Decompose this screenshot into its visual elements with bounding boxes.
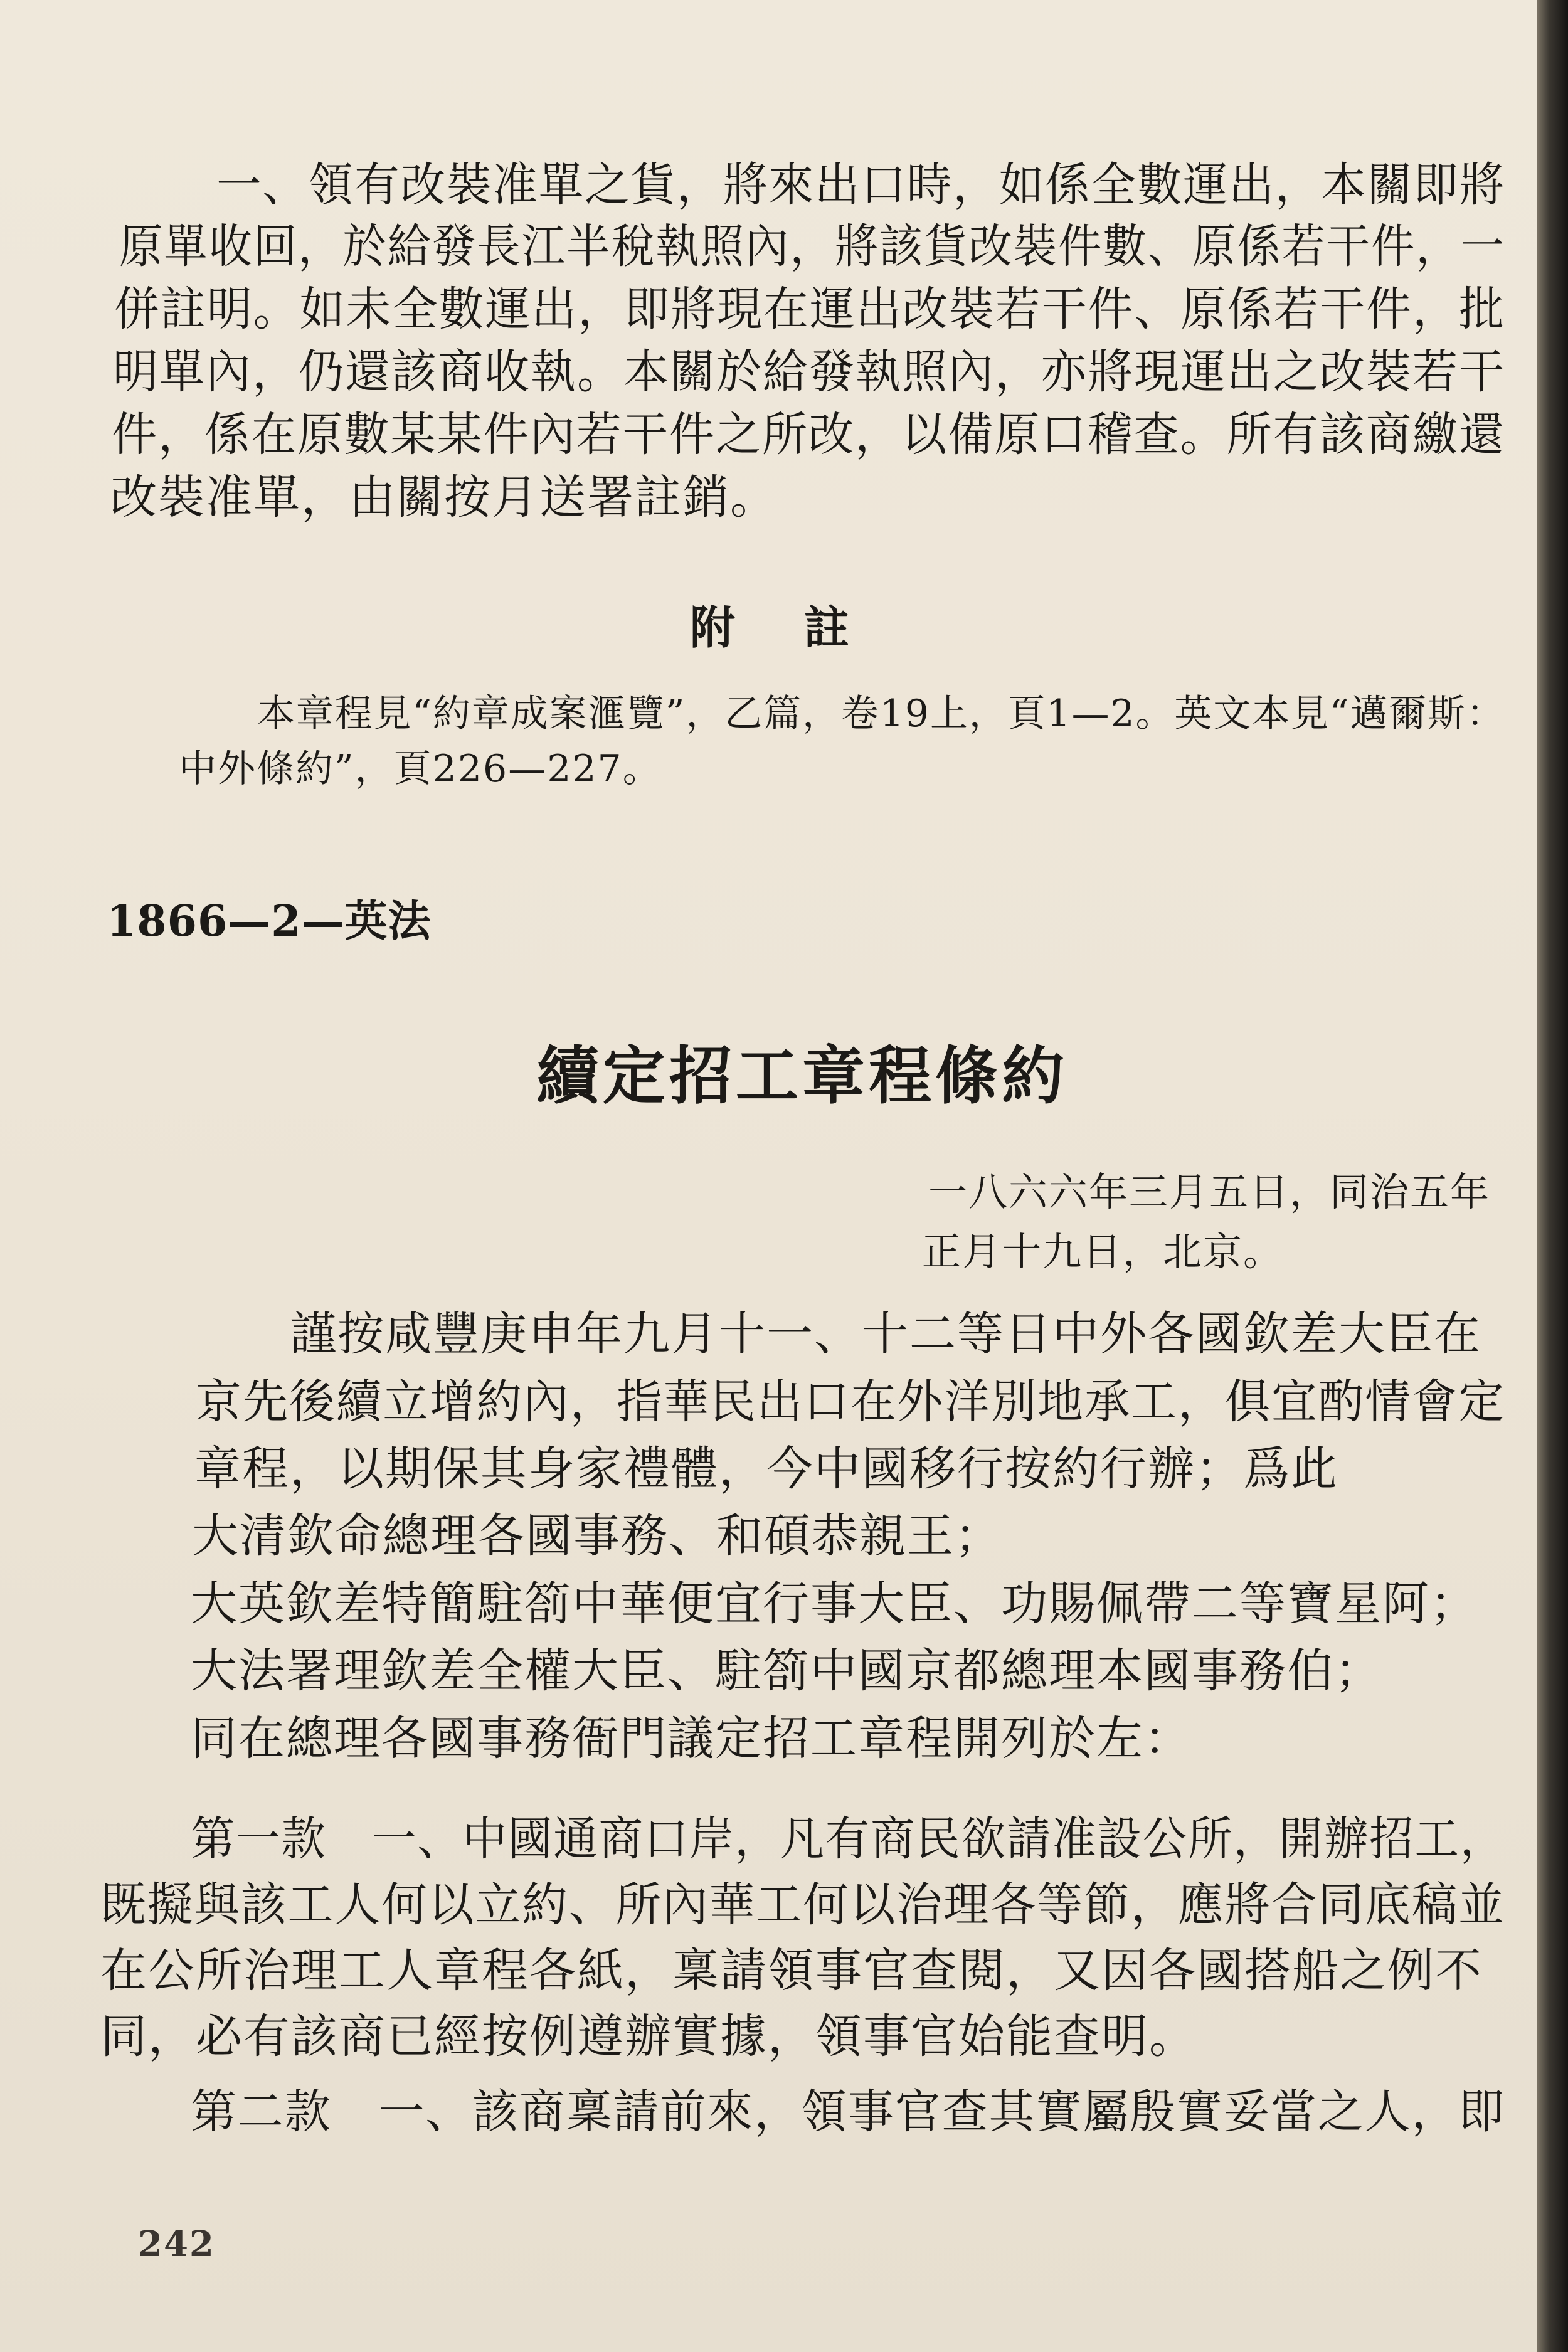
- text-line: 京先後續立增約內，指華民出口在外洋別地承工，俱宜酌情會定: [196, 1375, 1505, 1429]
- treaty-reference: 1866—2—英法: [107, 896, 432, 946]
- text-line: 在公所治理工人章程各紙，稟請領事官查閱，又因各國搭船之例不: [100, 1944, 1483, 1998]
- text-line: 一、領有改裝准單之貨，將來出口時，如係全數運出，本關即將: [216, 158, 1506, 212]
- text-line: 同，必有該商已經按例遵辦實據，領事官始能查明。: [100, 2010, 1197, 2063]
- text-line: 既擬與該工人何以立約、所內華工何以治理各等節，應將合同底稿並: [100, 1878, 1506, 1932]
- treaty-title: 續定招工章程條約: [536, 1039, 1068, 1113]
- notes-heading: 附註: [690, 601, 919, 654]
- text-line: 第一款 一、中國通商口岸，凡有商民欲請准設公所，開辦招工，: [191, 1812, 1506, 1866]
- text-line: 件，係在原數某某件內若干件之所改，以備原口稽查。所有該商繳還: [112, 408, 1506, 462]
- text-line: 大法署理欽差全權大臣、駐箚中國京都總理本國事務伯；: [191, 1644, 1382, 1698]
- text-line: 謹按咸豐庚申年九月十一、十二等日中外各國欽差大臣在: [290, 1307, 1481, 1361]
- text-line: 同在總理各國事務衙門議定招工章程開列於左：: [191, 1712, 1192, 1766]
- dateline: 正月十九日，北京。: [922, 1229, 1284, 1274]
- text-line: 明單內，仍還該商收執。本關於給發執照內，亦將現運出之改裝若干: [113, 345, 1506, 399]
- text-line: 大英欽差特簡駐箚中華便宜行事大臣、功賜佩帶二等寶星阿；: [191, 1577, 1478, 1631]
- text-line: 大清欽命總理各國事務、和碩恭親王；: [192, 1509, 1002, 1563]
- page-edge-shadow: [1537, 0, 1568, 2352]
- text-line: 章程，以期保其身家禮體，今中國移行按約行辦；爲此: [194, 1442, 1338, 1496]
- text-line: 併註明。如未全數運出，即將現在運出改裝若干件、原係若干件，批: [114, 282, 1505, 336]
- text-line: 原單收回，於給發長江半稅執照內，將該貨改裝件數、原係若干件，一: [119, 220, 1505, 273]
- text-line: 改裝准單，由關按月送署註銷。: [110, 470, 778, 524]
- note-line: 中外條約”，頁226—227。: [179, 747, 662, 791]
- dateline: 一八六六年三月五日，同治五年: [928, 1169, 1491, 1215]
- text-line: 第二款 一、該商稟請前來，領事官查其實屬殷實妥當之人，即: [191, 2085, 1506, 2139]
- page-number: 242: [138, 2223, 215, 2265]
- note-line: 本章程見“約章成案滙覽”，乙篇，卷19上，頁1—2。英文本見“邁爾斯：: [257, 692, 1505, 736]
